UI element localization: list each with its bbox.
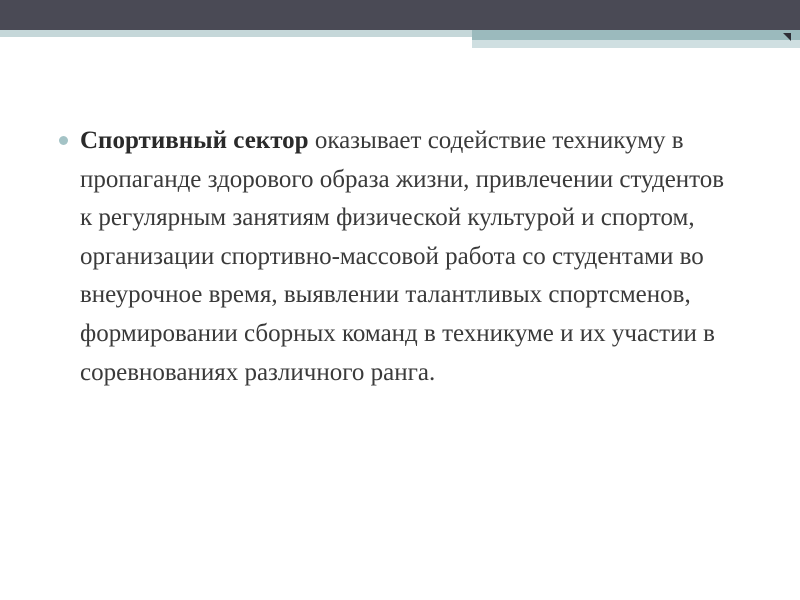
- corner-triangle-icon: [783, 33, 791, 41]
- header-accent-line: [0, 30, 472, 37]
- bullet-text: оказывает содействие техникуму в пропаганде здорового образа жизни, привлечении студентов к регулярным занятиям физической культурой и спортом, организации спортивно-массовой работа со студентами во внеурочное время, выявлении талантливых спортсменов, формировании сборных команд в техникуме и их участии в соревнованиях различного ранга.: [80, 127, 725, 386]
- bullet-item: [57, 122, 737, 392]
- header-bar: [0, 0, 800, 30]
- slide-content: [57, 122, 737, 392]
- bullet-dot-icon: [59, 136, 68, 145]
- bullet-bold-lead: Спортивный сектор: [80, 127, 309, 154]
- header-accent-band-lower: [472, 40, 800, 48]
- header-accent-band: [472, 30, 800, 40]
